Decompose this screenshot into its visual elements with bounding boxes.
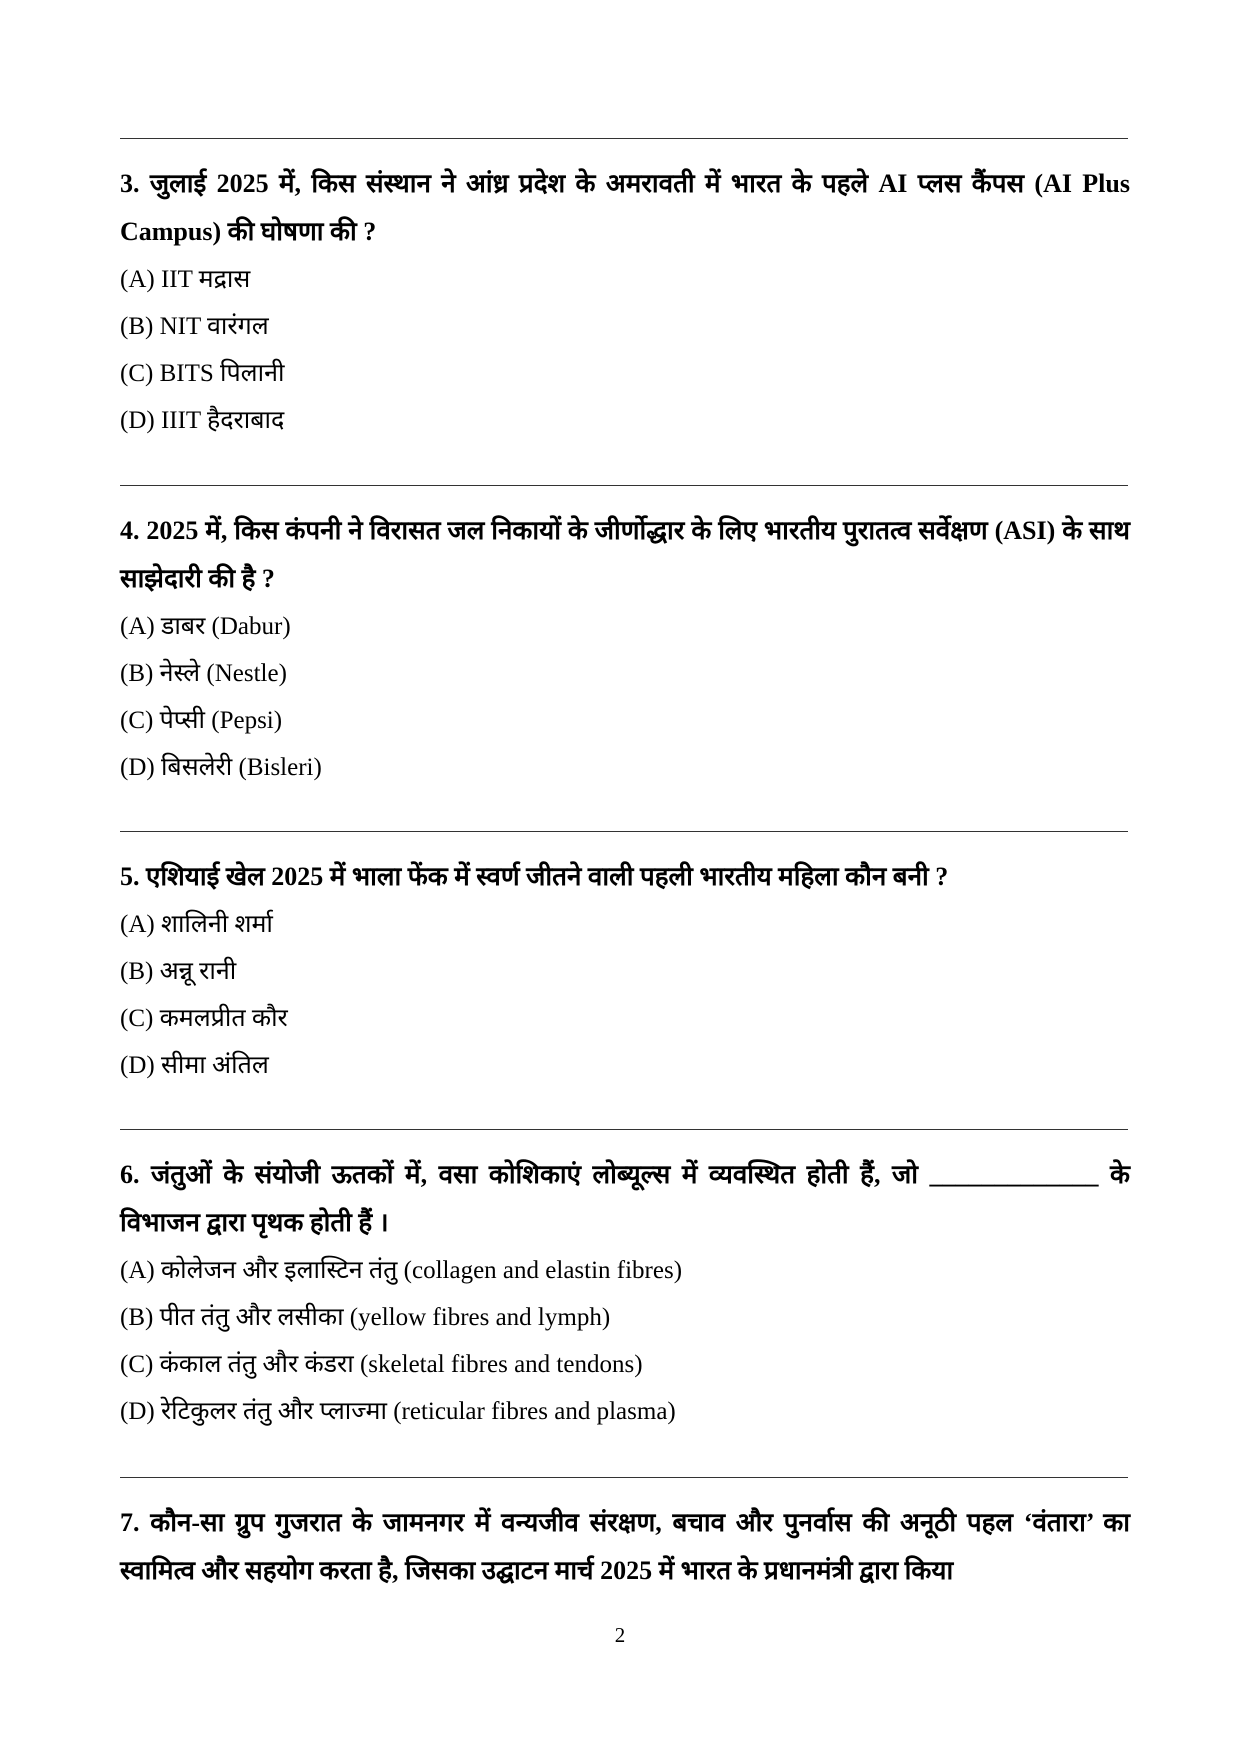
question-4	[120, 507, 1130, 791]
option-b: (B) अन्नू रानी	[120, 958, 237, 985]
divider-line	[120, 485, 1128, 486]
question-7	[120, 1499, 1130, 1595]
options-list	[120, 256, 1130, 444]
question-text: 5. एशियाई खेल 2025 में भाला फेंक में स्वर्ण जीतने वाली पहली भारतीय महिला कौन बनी ?	[120, 862, 949, 891]
question-3	[120, 160, 1130, 444]
option-d: (D) रेटिकुलर तंतु और प्लाज्मा (reticular fibres and plasma)	[120, 1398, 676, 1425]
question-6	[120, 1151, 1130, 1435]
option-d: (D) बिसलेरी (Bisleri)	[120, 754, 322, 781]
option-c: (C) कमलप्रीत कौर	[120, 1005, 288, 1032]
divider-line	[120, 1129, 1128, 1130]
question-text: 7. कौन-सा ग्रुप गुजरात के जामनगर में वन्यजीव संरक्षण, बचाव और पुनर्वास की अनूठी पहल ‘वंतारा’ का स्वामित्व और सहयोग करता है, जिसका उद्घाटन मार्च 2025 में भारत के प्रधानमंत्री द्वारा किया	[120, 1508, 1130, 1585]
option-b: (B) NIT वारंगल	[120, 313, 269, 340]
question-text: 6. जंतुओं के संयोजी ऊतकों में, वसा कोशिकाएं लोब्यूल्स में व्यवस्थित होती हैं, जो _____________ के विभाजन द्वारा पृथक होती हैं ।	[120, 1160, 1130, 1237]
option-a: (A) डाबर (Dabur)	[120, 613, 291, 640]
question-text: 3. जुलाई 2025 में, किस संस्थान ने आंध्र प्रदेश के अमरावती में भारत के पहले AI प्लस कैंपस (AI Plus Campus) की घोषणा की ?	[120, 169, 1130, 246]
options-list	[120, 901, 1130, 1089]
page-number: 2	[614, 1623, 626, 1647]
option-a: (A) कोलेजन और इलास्टिन तंतु (collagen and elastin fibres)	[120, 1257, 683, 1284]
option-a: (A) शालिनी शर्मा	[120, 911, 273, 938]
option-c: (C) कंकाल तंतु और कंडरा (skeletal fibres and tendons)	[120, 1351, 643, 1378]
options-list	[120, 603, 1130, 791]
options-list	[120, 1247, 1130, 1435]
question-text: 4. 2025 में, किस कंपनी ने विरासत जल निकायों के जीर्णोद्धार के लिए भारतीय पुरातत्व सर्वेक्षण (ASI) के साथ साझेदारी की है ?	[120, 516, 1130, 593]
option-c: (C) BITS पिलानी	[120, 360, 285, 387]
option-b: (B) नेस्ले (Nestle)	[120, 660, 287, 687]
divider-line	[120, 138, 1128, 139]
option-a: (A) IIT मद्रास	[120, 266, 251, 293]
option-c: (C) पेप्सी (Pepsi)	[120, 707, 283, 734]
question-5	[120, 853, 1130, 1089]
divider-line	[120, 831, 1128, 832]
option-d: (D) IIIT हैदराबाद	[120, 407, 285, 434]
option-d: (D) सीमा अंतिल	[120, 1052, 269, 1079]
divider-line	[120, 1477, 1128, 1478]
option-b: (B) पीत तंतु और लसीका (yellow fibres and lymph)	[120, 1304, 611, 1331]
